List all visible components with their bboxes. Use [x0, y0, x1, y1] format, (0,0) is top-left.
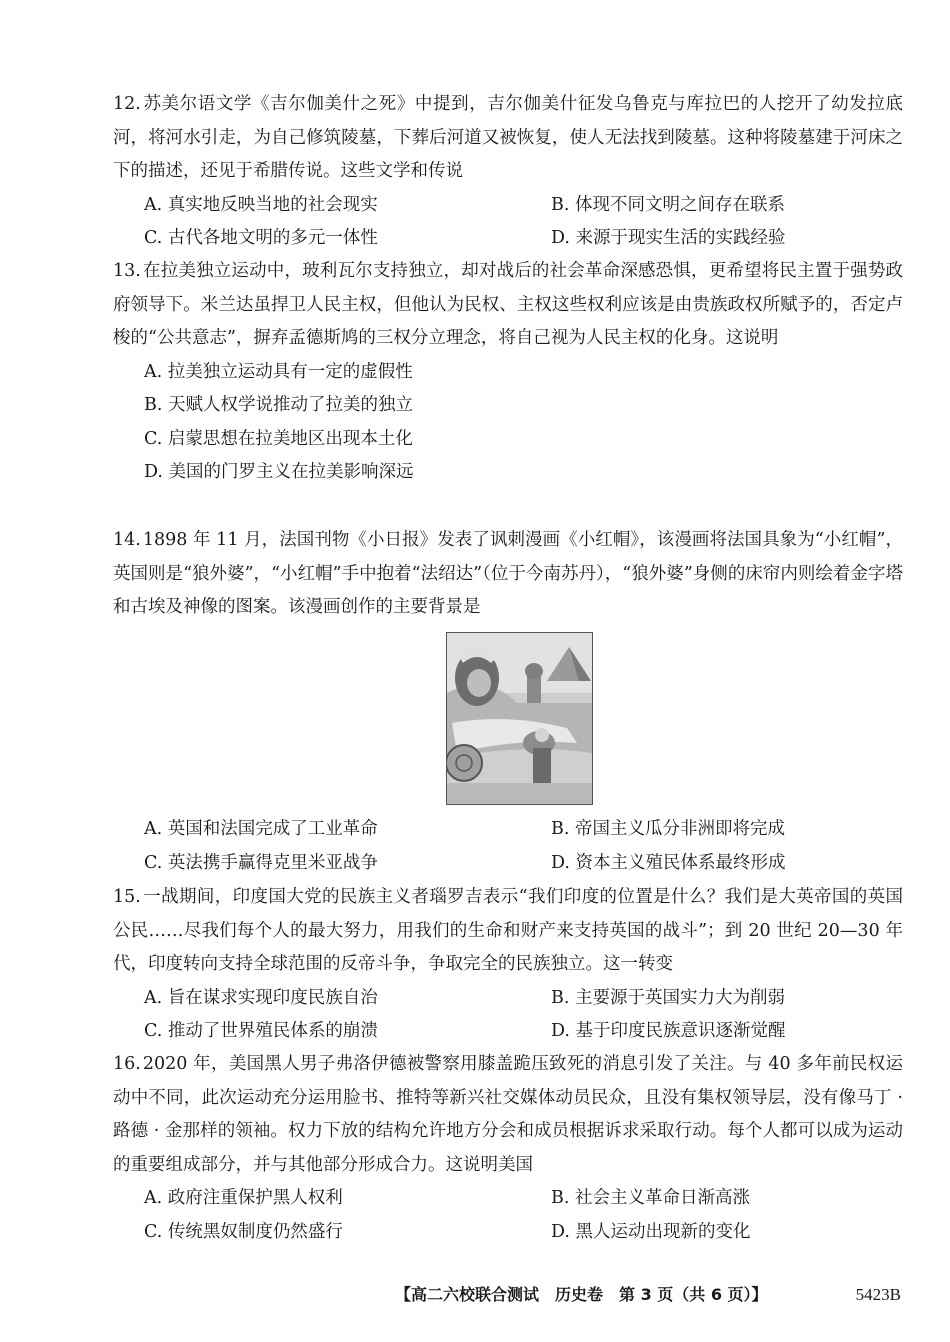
question-13: [113, 255, 903, 490]
option-b[interactable]: B. 社会主义革命日渐高涨: [551, 1188, 750, 1208]
option-a[interactable]: A. 真实地反映当地的社会现实: [144, 194, 378, 215]
option-a[interactable]: A. 英国和法国完成了工业革命: [144, 819, 378, 839]
question-stem: [113, 881, 903, 982]
question-stem: [113, 1048, 903, 1182]
option-c[interactable]: C. 英法携手赢得克里米亚战争: [144, 852, 378, 873]
options: [113, 813, 903, 880]
question-14-options: [113, 813, 903, 880]
options: [113, 356, 903, 490]
question-14: [113, 524, 903, 625]
question-text: 一战期间，印度国大党的民族主义者瑙罗吉表示“我们印度的位置是什么？我们是大英帝国的英国公民……尽我们每个人的最大努力，用我们的生命和财产来支持英国的战斗”；到 20 世纪 20—30 年代，印度转向支持全球范围的反帝斗争，争取完全的民族独立。这一转变: [113, 887, 903, 974]
question-text: 2020 年，美国黑人男子弗洛伊德被警察用膝盖跪压致死的消息引发了关注。与 40 多年前民权运动中不同，此次运动充分运用脸书、推特等新兴社交媒体动员民众，且没有集权领导层，没有像马丁 · 路德 · 金那样的领袖。权力下放的结构允许地方分会和成员根据诉求采取行动。每个人都可以成为运动的重要组成部分，并与其他部分形成合力。这说明美国: [113, 1054, 903, 1175]
option-a[interactable]: A. 旨在谋求实现印度民族自治: [144, 987, 378, 1008]
footer-title: 【高二六校联合测试 历史卷 第 3 页（共 6 页）】: [395, 1285, 768, 1304]
question-number: 16.: [113, 1054, 141, 1074]
paper-code: 5423B: [855, 1285, 901, 1304]
option-d[interactable]: D. 来源于现实生活的实践经验: [551, 228, 786, 248]
question-number: 14.: [113, 530, 141, 550]
question-stem: [113, 524, 903, 625]
options: [113, 982, 903, 1049]
question-15: [113, 881, 903, 1049]
options: [113, 1182, 903, 1249]
question-stem: [113, 88, 903, 189]
option-b[interactable]: B. 帝国主义瓜分非洲即将完成: [551, 819, 785, 839]
question-12: [113, 88, 903, 256]
question-number: 15.: [113, 887, 141, 907]
question-number: 13.: [113, 261, 141, 281]
options: [113, 189, 903, 256]
option-b[interactable]: B. 体现不同文明之间存在联系: [551, 194, 785, 215]
option-c[interactable]: C. 推动了世界殖民体系的崩溃: [144, 1021, 378, 1041]
option-d[interactable]: D. 资本主义殖民体系最终形成: [551, 852, 786, 873]
option-c[interactable]: C. 启蒙思想在拉美地区出现本土化: [144, 428, 413, 449]
option-b[interactable]: B. 天赋人权学说推动了拉美的独立: [144, 395, 413, 415]
question-stem: [113, 255, 903, 356]
option-d[interactable]: D. 美国的门罗主义在拉美影响深远: [144, 462, 414, 482]
option-b[interactable]: B. 主要源于英国实力大为削弱: [551, 987, 785, 1008]
option-a[interactable]: A. 政府注重保护黑人权利: [144, 1188, 343, 1208]
question-number: 12.: [113, 94, 141, 114]
question-text: 在拉美独立运动中，玻利瓦尔支持独立，却对战后的社会革命深感恐惧，更希望将民主置于强势政府领导下。米兰达虽捍卫人民主权，但他认为民权、主权这些权利应该是由贵族政权所赋予的，否定卢梭的“公共意志”，摒弃孟德斯鸠的三权分立理念，将自己视为人民主权的化身。这说明: [113, 261, 903, 348]
cartoon-illustration: [446, 632, 593, 805]
option-c[interactable]: C. 古代各地文明的多元一体性: [144, 228, 378, 248]
cartoon-drawing: [447, 633, 592, 804]
question-text: 苏美尔语文学《吉尔伽美什之死》中提到，吉尔伽美什征发乌鲁克与库拉巴的人挖开了幼发拉底河，将河水引走，为自己修筑陵墓，下葬后河道又被恢复，使人无法找到陵墓。这种将陵墓建于河床之下的描述，还见于希腊传说。这些文学和传说: [113, 94, 903, 181]
option-a[interactable]: A. 拉美独立运动具有一定的虚假性: [144, 361, 413, 382]
option-c[interactable]: C. 传统黑奴制度仍然盛行: [144, 1221, 343, 1242]
option-d[interactable]: D. 基于印度民族意识逐渐觉醒: [551, 1021, 786, 1041]
question-text: 1898 年 11 月，法国刊物《小日报》发表了讽刺漫画《小红帽》，该漫画将法国具象为“小红帽”，英国则是“狼外婆”，“小红帽”手中抱着“法绍达”（位于今南苏丹），“狼外婆”身侧的床帘内则绘着金字塔和古埃及神像的图案。该漫画创作的主要背景是: [113, 530, 903, 617]
option-d[interactable]: D. 黑人运动出现新的变化: [551, 1221, 751, 1242]
question-16: [113, 1048, 903, 1249]
